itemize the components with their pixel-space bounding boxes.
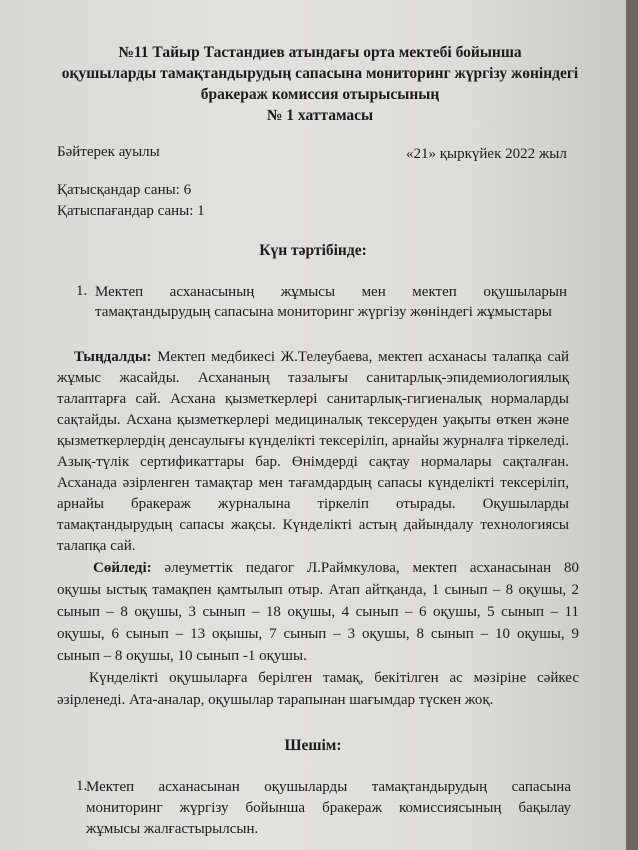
heard-line: қызметкерлердің денсаулығы күнделікті тексеріліп, арнайы журналға тіркеледі. xyxy=(57,433,569,449)
title-line: № 1 хаттамасы xyxy=(266,107,374,124)
meeting-place: Бәйтерек ауылы xyxy=(57,144,160,160)
decision-item-number: 1. xyxy=(76,778,88,794)
decision-item-line: мониторинг жүргізу бойынша бракераж комиссиясының бақылау xyxy=(86,800,571,816)
agenda-item-line: тамақтандырудың сапасына мониторинг жүргізу жөніндегі жұмыстары xyxy=(95,304,552,320)
attendees-count: Қатысқандар саны: 6 xyxy=(57,182,192,198)
absentees-count: Қатыспағандар саны: 1 xyxy=(57,203,205,219)
decision-heading: Шешім: xyxy=(284,737,342,754)
heard-text: Мектеп медбикесі Ж.Телеубаева, мектеп асханасы талапқа сай xyxy=(157,349,569,365)
menu-last-line: әзірленеді. Ата-аналар, оқушылар тарапынан шағымдар түскен жоқ. xyxy=(57,692,494,708)
spoke-first-line xyxy=(93,558,579,579)
spoke-line: сынып – 8 оқушы, 3 сынып – 18 оқушы, 4 сынып – 6 оқушы, 5 сынып – 11 xyxy=(57,604,579,620)
meeting-date: «21» қыркүйек 2022 жыл xyxy=(406,146,567,162)
heard-label: Тыңдалды: xyxy=(74,349,152,365)
spoke-line: оқушы, 6 сынып – 13 оқышы, 7 сынып – 3 оқушы, 8 сынып – 10 оқушы, 9 xyxy=(57,626,579,642)
heard-line: тамақтандырудың сапасы жақсы. Күнделікті астың дайындалу технологиясы xyxy=(57,517,569,533)
title-line: №11 Тайыр Тастандиев атындағы орта мектебі бойынша xyxy=(118,44,522,61)
heard-line: талаптарға сай. Асхана қызметкерлері санитарлық-гигиеналық нормаларды xyxy=(57,391,569,407)
agenda-heading: Күн тәртібінде: xyxy=(259,242,367,259)
decision-item-last-line: жұмысы жалғастырылсын. xyxy=(86,821,259,837)
heard-line: сақтайды. Асхана қызметкерлері медициналық тексеруден уақыты өткен және xyxy=(57,412,569,428)
heard-last-line: талапқа сай. xyxy=(57,538,136,554)
agenda-item-line: Мектеп асханасының жұмысы мен мектеп оқушыларын xyxy=(95,284,567,300)
agenda-item-number: 1. xyxy=(76,283,88,299)
heard-line: арнайы бракераж журналына тіркеліп отырады. Оқушыларды xyxy=(57,496,569,512)
document-title xyxy=(40,42,600,126)
spoke-last-line: сынып – 8 оқушы, 10 сынып -1 оқушы. xyxy=(57,648,307,664)
spoke-text: әлеуметтік педагог Л.Раймкулова, мектеп асханасынан 80 xyxy=(164,560,579,576)
heard-line: Азық-түлік сертификаттары бар. Өнімдерді сақтау нормалары сақталған. xyxy=(57,454,569,470)
spoke-label: Сөйледі: xyxy=(93,560,152,576)
heard-line: жұмыс жасайды. Асхананың тазалығы санитарлық-эпидемиологиялық xyxy=(57,370,569,386)
spoke-line: оқушы ыстық тамақпен қамтылып отыр. Атап айтқанда, 1 сынып – 8 оқушы, 2 xyxy=(57,582,579,598)
title-line: оқушыларды тамақтандырудың сапасына мониторинг жүргізу жөніндегі xyxy=(61,65,579,82)
heard-line: Асханада әзірленген тамақтар мен тағамдардың сапасы күнделікті тексеріліп, xyxy=(57,475,569,491)
title-line: бракераж комиссия отырысының xyxy=(200,86,440,103)
decision-item-line: Мектеп асханасынан оқушыларды тамақтандырудың сапасына xyxy=(86,779,571,795)
menu-first-line: Күнделікті оқушыларға берілген тамақ, бекітілген ас мәзіріне сәйкес xyxy=(89,670,579,686)
heard-first-line xyxy=(74,347,569,368)
